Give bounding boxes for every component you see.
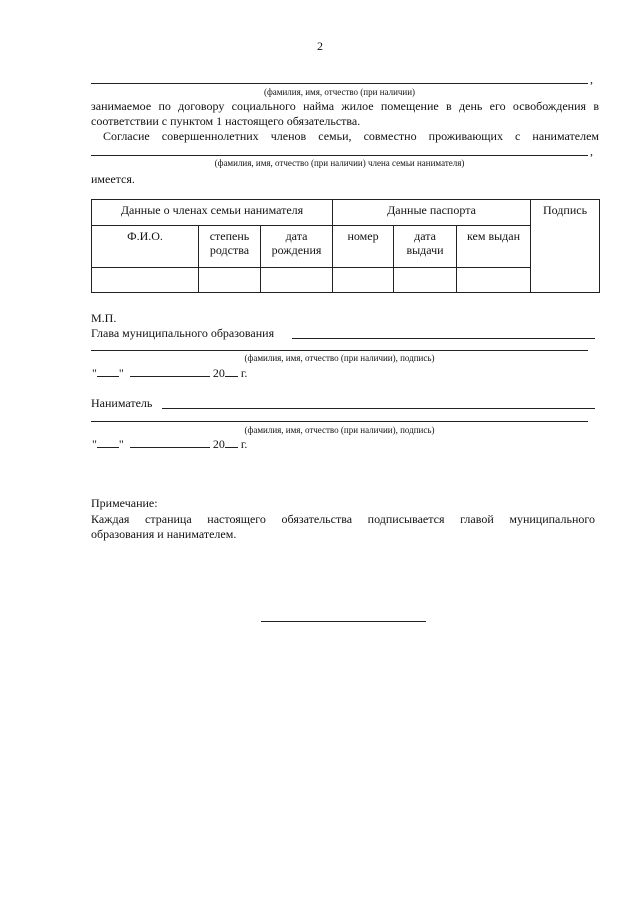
body-text-line-2: соответствии с пунктом 1 настоящего обязательства.	[91, 114, 361, 128]
table-header-row	[92, 200, 600, 226]
tenant-name-caption: (фамилия, имя, отчество (при наличии)	[263, 87, 416, 97]
head-name-line[interactable]	[91, 350, 588, 351]
header-signature: Подпись	[531, 200, 600, 293]
cell-issue-date[interactable]	[394, 268, 457, 293]
comma: ,	[590, 144, 593, 158]
tenant-date: " " 20 г.	[92, 437, 248, 451]
header-issued-by: кем выдан	[457, 226, 531, 268]
tenant-label: Наниматель	[91, 396, 153, 410]
tenant-day-field[interactable]	[97, 447, 119, 448]
tenant-fullname-line[interactable]	[91, 421, 588, 422]
cell-birth-date[interactable]	[261, 268, 333, 293]
tenant-year-field[interactable]	[225, 447, 238, 448]
cell-fio[interactable]	[92, 268, 199, 293]
head-label: Глава муниципального образования	[91, 326, 275, 340]
cell-relation[interactable]	[199, 268, 261, 293]
cell-passport-number[interactable]	[333, 268, 394, 293]
tenant-month-field[interactable]	[130, 447, 210, 448]
note-title: Примечание:	[91, 496, 158, 510]
header-passport-number: номер	[333, 226, 394, 268]
header-birth-date: дата рождения	[261, 226, 333, 268]
header-relation: степень родства	[199, 226, 261, 268]
stamp-place: М.П.	[91, 311, 117, 325]
family-member-caption: (фамилия, имя, отчество (при наличии) члена семьи нанимателя)	[214, 158, 465, 168]
family-members-table	[91, 199, 600, 293]
header-passport-data: Данные паспорта	[333, 200, 531, 226]
family-member-line[interactable]	[91, 155, 588, 156]
comma: ,	[590, 72, 593, 86]
cell-issued-by[interactable]	[457, 268, 531, 293]
head-caption: (фамилия, имя, отчество (при наличии), подпись)	[244, 353, 435, 363]
head-year-field[interactable]	[225, 376, 238, 377]
head-signature-line[interactable]	[292, 338, 595, 339]
note-text-line-1: Каждая страница настоящего обязательства подписывается главой муниципального	[91, 512, 595, 526]
tenant-name-line[interactable]	[91, 83, 588, 84]
closing-separator-line	[261, 621, 426, 622]
head-day-field[interactable]	[97, 376, 119, 377]
page-number: 2	[317, 39, 323, 53]
head-month-field[interactable]	[130, 376, 210, 377]
note-text-line-2: образования и нанимателем.	[91, 527, 237, 541]
tenant-signature-line[interactable]	[162, 408, 595, 409]
header-issue-date: дата выдачи	[394, 226, 457, 268]
body-text-line-1: занимаемое по договору социального найма жилое помещение в день его освобождения в	[91, 99, 599, 113]
table-row	[92, 268, 600, 293]
consent-text: Согласие совершеннолетних членов семьи, совместно проживающих с нанимателем	[103, 129, 599, 143]
header-fio: Ф.И.О.	[92, 226, 199, 268]
head-date: " " 20 г.	[92, 366, 248, 380]
consent-tail: имеется.	[91, 172, 135, 186]
tenant-caption: (фамилия, имя, отчество (при наличии), подпись)	[244, 425, 435, 435]
header-family-data: Данные о членах семьи нанимателя	[92, 200, 333, 226]
table-subheader-row	[92, 226, 600, 268]
